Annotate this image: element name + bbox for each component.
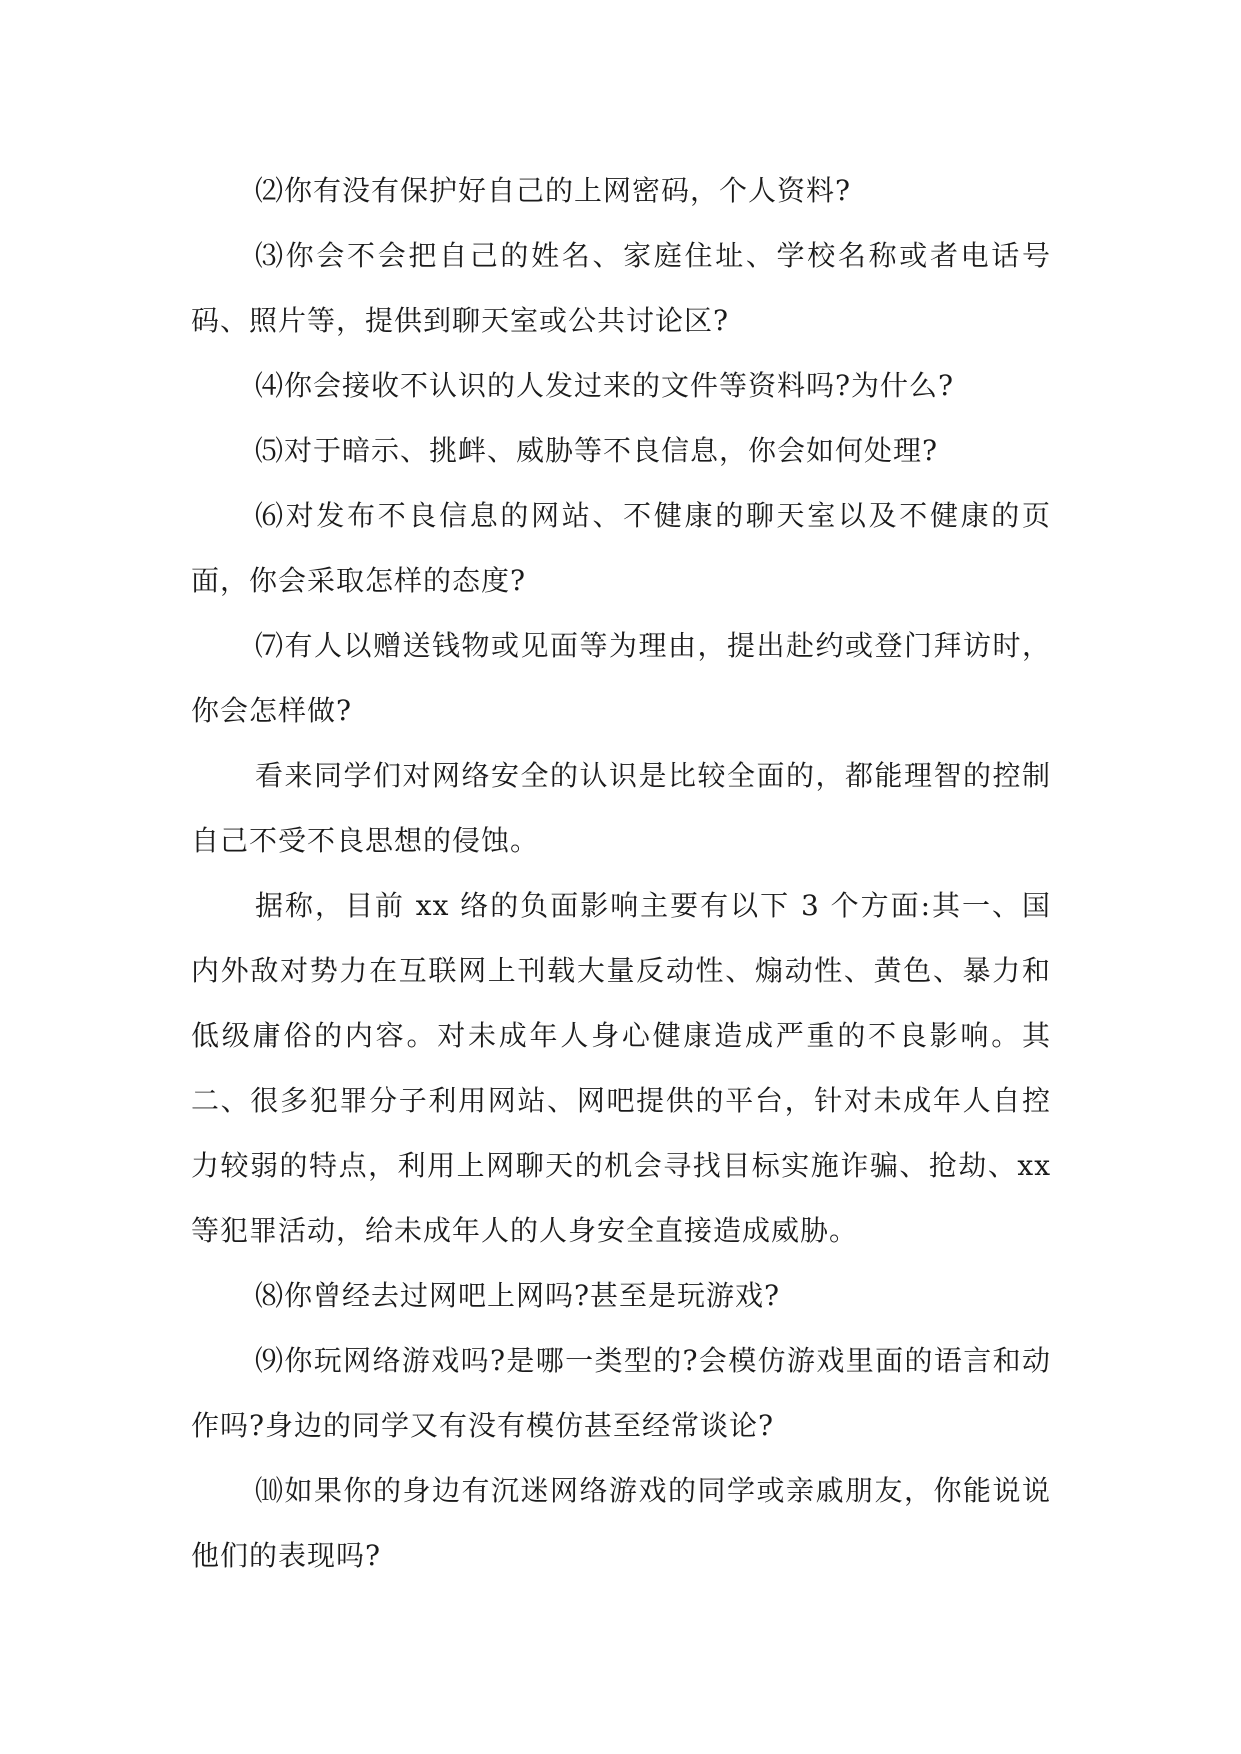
paragraph-question-2: ⑵你有没有保护好自己的上网密码，个人资料? <box>255 174 852 207</box>
paragraph-negative-effects: 据称，目前 xx 络的负面影响主要有以下 3 个方面:其一、国内外敌对势力在互联网上刊载大量反动性、煽动性、黄色、暴力和低级庸俗的内容。对未成年人身心健康造成严重的不良影响。其二、很多犯罪分子利用网站、网吧提供的平台，针对未成年人自控力较弱的特点，利用上网聊天的机会寻找目标实施诈骗、抢劫、xx 等犯罪活动，给未成年人的人身安全直接造成威胁。 <box>191 889 1051 1247</box>
paragraph-question-7: ⑺有人以赠送钱物或见面等为理由，提出赴约或登门拜访时，你会怎样做? <box>191 629 1051 727</box>
paragraph-question-8: ⑻你曾经去过网吧上网吗?甚至是玩游戏? <box>255 1279 781 1312</box>
paragraph-question-6: ⑹对发布不良信息的网站、不健康的聊天室以及不健康的页面，你会采取怎样的态度? <box>191 499 1051 597</box>
paragraph-question-4: ⑷你会接收不认识的人发过来的文件等资料吗?为什么? <box>255 369 955 402</box>
paragraph-question-10: ⑽如果你的身边有沉迷网络游戏的同学或亲戚朋友，你能说说他们的表现吗? <box>191 1474 1051 1572</box>
paragraph-summary: 看来同学们对网络安全的认识是比较全面的，都能理智的控制自己不受不良思想的侵蚀。 <box>191 759 1051 857</box>
paragraph-question-9: ⑼你玩网络游戏吗?是哪一类型的?会模仿游戏里面的语言和动作吗?身边的同学又有没有模仿甚至经常谈论? <box>191 1344 1051 1442</box>
paragraph-question-5: ⑸对于暗示、挑衅、威胁等不良信息，你会如何处理? <box>255 434 939 467</box>
document-body <box>191 158 1051 1588</box>
paragraph-question-3: ⑶你会不会把自己的姓名、家庭住址、学校名称或者电话号码、照片等，提供到聊天室或公共讨论区? <box>191 239 1051 337</box>
